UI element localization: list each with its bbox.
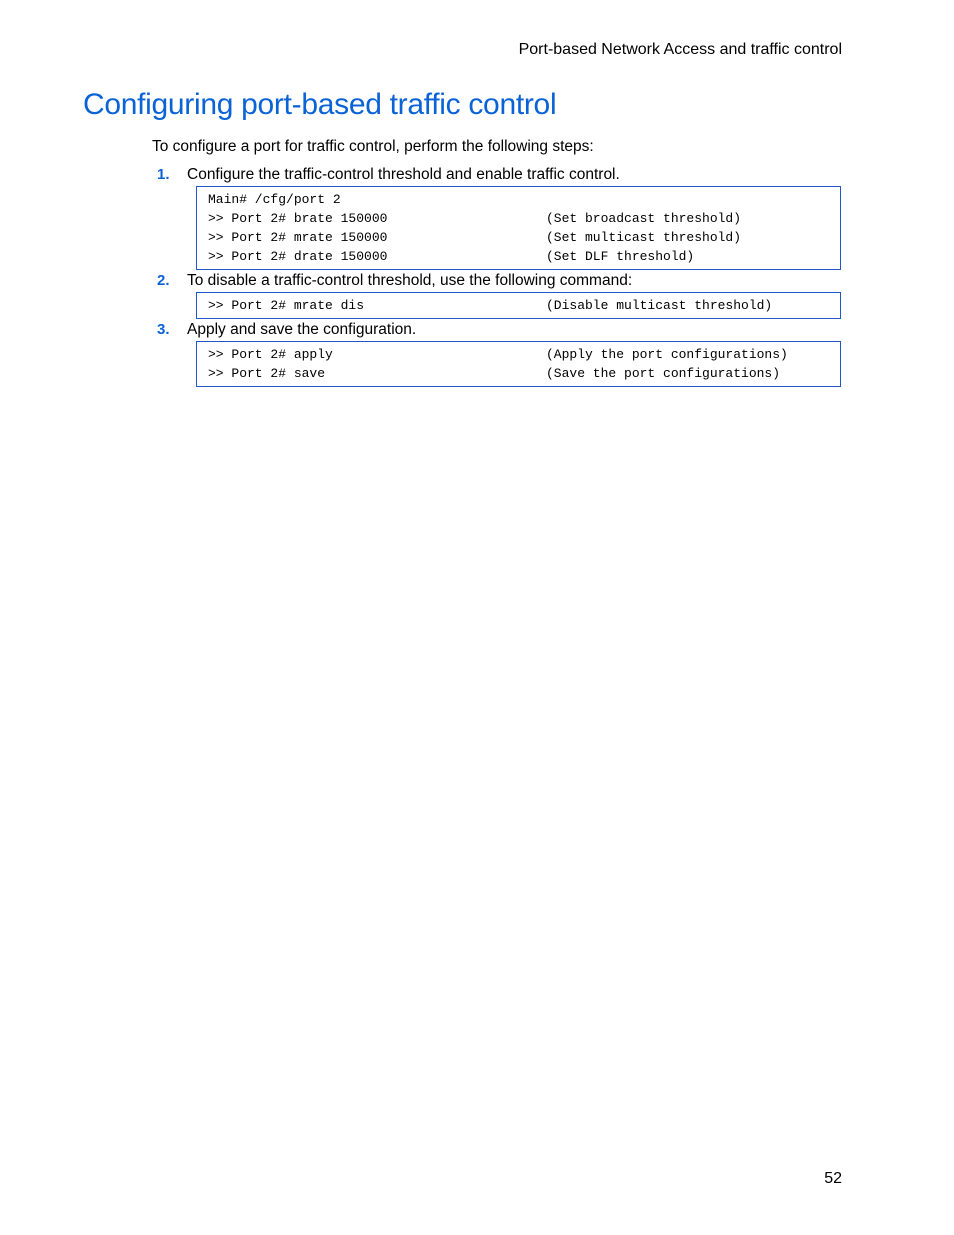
code-comment: (Save the port configurations) — [546, 366, 781, 381]
code-line — [208, 209, 840, 228]
code-command: >> Port 2# mrate 150000 — [208, 230, 388, 245]
code-command: >> Port 2# drate 150000 — [208, 249, 388, 264]
code-block-3 — [196, 341, 841, 387]
code-line — [208, 190, 840, 209]
code-block-2 — [196, 292, 841, 319]
step-number: 2. — [157, 272, 170, 289]
code-command: Main# /cfg/port 2 — [208, 192, 341, 207]
page-number: 52 — [824, 1170, 842, 1187]
code-command: >> Port 2# apply — [208, 347, 333, 362]
code-line — [208, 228, 840, 247]
code-comment: (Apply the port configurations) — [546, 347, 788, 362]
intro-paragraph: To configure a port for traffic control, perform the following steps: — [152, 138, 594, 155]
code-line — [208, 364, 840, 383]
code-comment: (Set multicast threshold) — [546, 230, 742, 245]
code-command: >> Port 2# save — [208, 366, 326, 381]
step-number: 1. — [157, 166, 170, 183]
step-text: Apply and save the configuration. — [187, 321, 417, 338]
code-line — [208, 296, 840, 315]
page-title: Configuring port-based traffic control — [83, 88, 557, 121]
code-line — [208, 345, 840, 364]
code-line — [208, 247, 840, 266]
code-block-1 — [196, 186, 841, 270]
running-header: Port-based Network Access and traffic control — [518, 41, 842, 58]
code-command: >> Port 2# mrate dis — [208, 298, 365, 313]
step-number: 3. — [157, 321, 170, 338]
step-text: Configure the traffic-control threshold and enable traffic control. — [187, 166, 620, 183]
code-command: >> Port 2# brate 150000 — [208, 211, 388, 226]
code-comment: (Set DLF threshold) — [546, 249, 695, 264]
step-text: To disable a traffic-control threshold, use the following command: — [187, 272, 633, 289]
code-comment: (Disable multicast threshold) — [546, 298, 773, 313]
code-comment: (Set broadcast threshold) — [546, 211, 742, 226]
